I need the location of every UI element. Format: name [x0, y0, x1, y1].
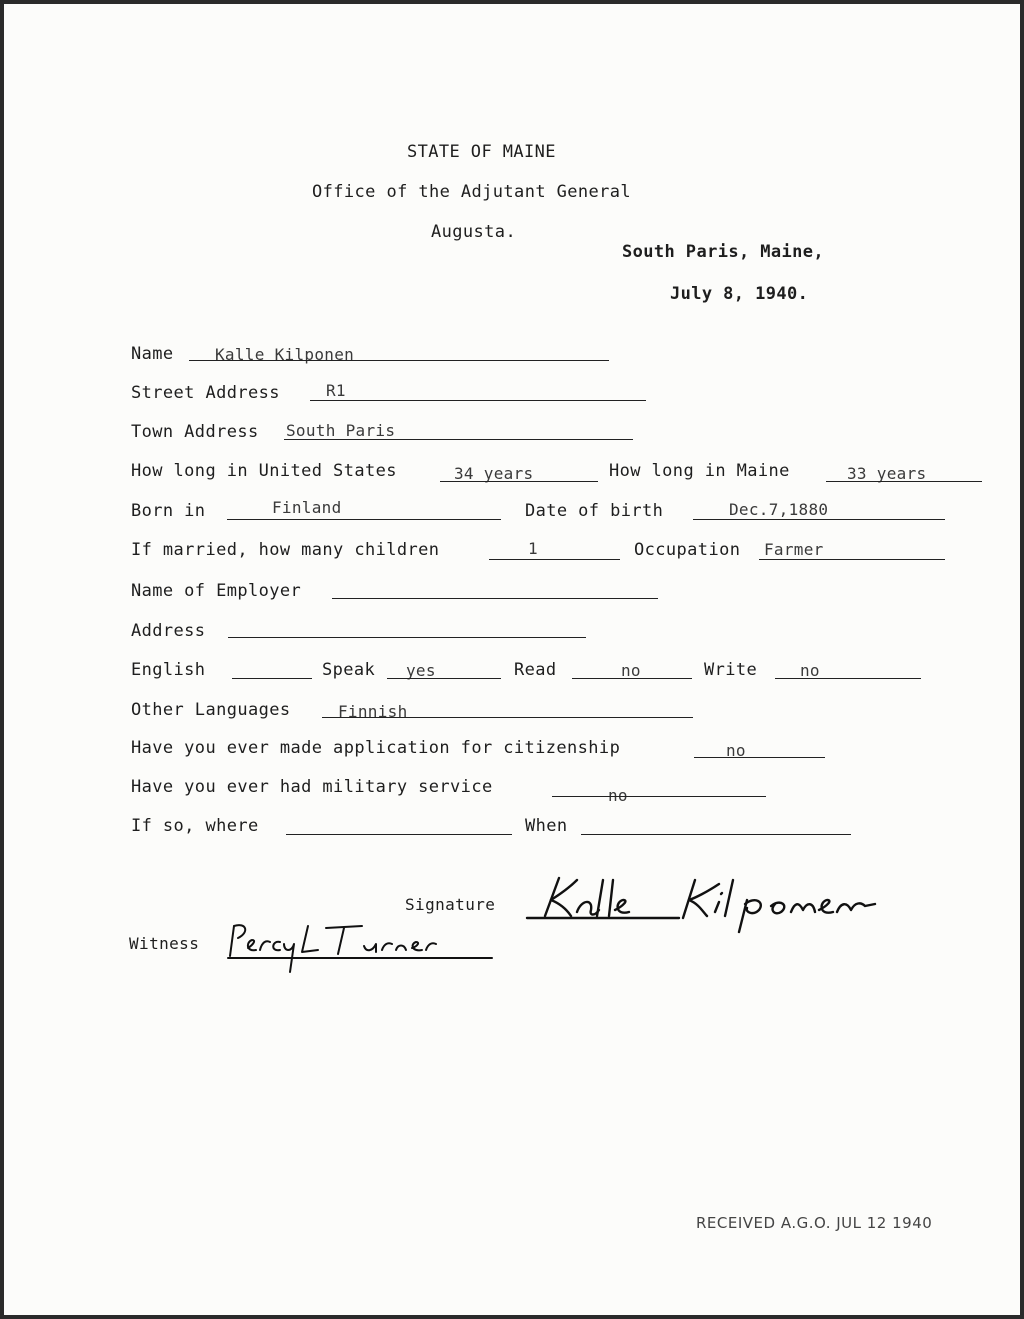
witness-handwriting: [226, 916, 496, 976]
where-label: If so, where: [131, 816, 259, 836]
place-line: South Paris, Maine,: [622, 242, 825, 262]
english-label: English: [131, 660, 206, 680]
town-underline: [284, 439, 633, 440]
write-underline: [775, 678, 921, 679]
born-label: Born in: [131, 501, 206, 521]
us-years-underline: [440, 481, 598, 482]
other-languages-label: Other Languages: [131, 700, 291, 720]
military-value: no: [608, 786, 628, 805]
speak-label: Speak: [322, 660, 376, 680]
children-value: 1: [528, 539, 538, 558]
address-underline: [228, 637, 586, 638]
english-underline: [232, 678, 312, 679]
document-page: [4, 4, 1020, 1315]
occupation-value: Farmer: [764, 540, 824, 559]
city-heading: Augusta.: [431, 222, 517, 242]
received-stamp: RECEIVED A.G.O. JUL 12 1940: [696, 1214, 933, 1232]
name-underline: [189, 360, 609, 361]
speak-underline: [387, 678, 501, 679]
witness-label: Witness: [129, 934, 200, 953]
children-underline: [489, 559, 620, 560]
children-label: If married, how many children: [131, 540, 440, 560]
town-value: South Paris: [286, 421, 396, 440]
citizenship-value: no: [726, 741, 746, 760]
military-label: Have you ever had military service: [131, 777, 493, 797]
name-label: Name: [131, 344, 174, 364]
signature-label: Signature: [405, 895, 496, 914]
read-label: Read: [514, 660, 557, 680]
born-value: Finland: [272, 498, 342, 517]
maine-years-underline: [826, 481, 982, 482]
maine-years-value: 33 years: [847, 464, 927, 483]
maine-years-label: How long in Maine: [609, 461, 790, 481]
street-value: R1: [326, 381, 346, 400]
write-value: no: [800, 661, 820, 680]
citizenship-underline: [694, 757, 825, 758]
name-value: Kalle Kilponen: [215, 345, 355, 364]
date-line: July 8, 1940.: [670, 284, 809, 304]
dob-value: Dec.7,1880: [729, 500, 829, 519]
citizenship-label: Have you ever made application for citizenship: [131, 738, 621, 758]
occupation-label: Occupation: [634, 540, 741, 560]
write-label: Write: [704, 660, 758, 680]
speak-value: yes: [406, 661, 436, 680]
employer-label: Name of Employer: [131, 581, 302, 601]
dob-label: Date of birth: [525, 501, 664, 521]
employer-underline: [332, 598, 658, 599]
signature-handwriting: [519, 866, 919, 936]
born-underline: [227, 519, 501, 520]
street-label: Street Address: [131, 383, 280, 403]
when-underline: [581, 834, 851, 835]
read-underline: [572, 678, 692, 679]
read-value: no: [621, 661, 641, 680]
other-languages-value: Finnish: [338, 702, 408, 721]
office-heading: Office of the Adjutant General: [312, 182, 632, 202]
other-languages-underline: [322, 717, 693, 718]
us-years-label: How long in United States: [131, 461, 397, 481]
occupation-underline: [759, 559, 945, 560]
state-heading: STATE OF MAINE: [407, 142, 556, 162]
address-label: Address: [131, 621, 206, 641]
when-label: When: [525, 816, 568, 836]
us-years-value: 34 years: [454, 464, 534, 483]
dob-underline: [693, 519, 945, 520]
street-underline: [310, 400, 646, 401]
military-underline: [552, 796, 766, 797]
where-underline: [286, 834, 512, 835]
town-label: Town Address: [131, 422, 259, 442]
